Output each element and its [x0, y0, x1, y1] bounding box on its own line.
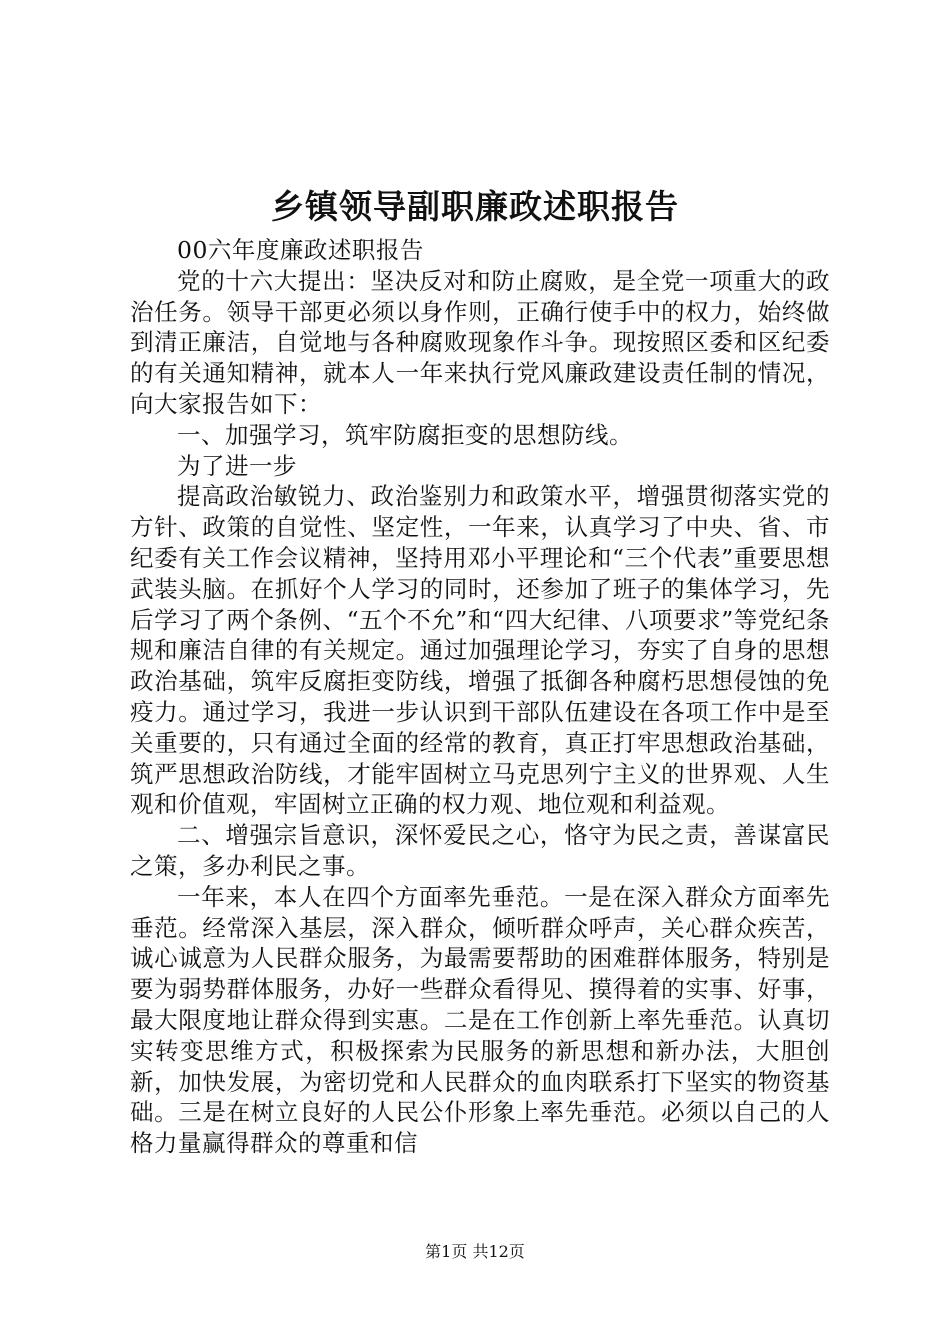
paragraph-exemplary: 一年来，本人在四个方面率先垂范。一是在深入群众方面率先垂范。经常深入基层，深入群众，倾听群众呼声，关心群众疾苦，诚心诚意为人民群众服务，为最需要帮助的困难群体服务，特别是要为弱势群体服务，办好一些群众看得见、摸得着的实事、好事，最大限度地让群众得到实惠。二是在工作创新上率先垂范。认真切实转变思维方式，积极探索为民服务的新思想和新办法，大胆创新，加快发展，为密切党和人民群众的血肉联系打下坚实的物资基础。三是在树立良好的人民公仆形象上率先垂范。必须以自己的人格力量赢得群众的尊重和信 [130, 882, 830, 1158]
paragraph-fragment: 为了进一步 [177, 451, 297, 480]
page-number-footer: 第1页 共12页 [425, 1242, 525, 1261]
section-heading-2: 二、增强宗旨意识，深怀爱民之心，恪守为民之责，善谋富民之策，多办利民之事。 [130, 821, 830, 880]
section-heading-1: 一、加强学习，筑牢防腐拒变的思想防线。 [177, 420, 633, 449]
document-title: 乡镇领导副职廉政述职报告 [271, 187, 679, 226]
document-body [130, 235, 830, 1159]
paragraph-intro: 党的十六大提出：坚决反对和防止腐败，是全党一项重大的政治任务。领导干部更必须以身作则，正确行使手中的权力，始终做到清正廉洁，自觉地与各种腐败现象作斗争。现按照区委和区纪委的有关通知精神，就本人一年来执行党风廉政建设责任制的情况，向大家报告如下： [130, 266, 830, 418]
paragraph-subtitle: 00六年度廉政述职报告 [177, 236, 424, 264]
paragraph-study: 提高政治敏锐力、政治鉴别力和政策水平，增强贯彻落实党的方针、政策的自觉性、坚定性，一年来，认真学习了中央、省、市纪委有关工作会议精神，坚持用邓小平理论和“三个代表”重要思想武装头脑。在抓好个人学习的同时，还参加了班子的集体学习，先后学习了两个条例、“五个不允”和“四大纪律、八项要求”等党纪条规和廉洁自律的有关规定。通过加强理论学习，夯实了自身的思想政治基础，筑牢反腐拒变防线，增强了抵御各种腐朽思想侵蚀的免疫力。通过学习，我进一步认识到干部队伍建设在各项工作中是至关重要的，只有通过全面的经常的教育，真正打牢思想政治基础，筑严思想政治防线，才能牢固树立马克思列宁主义的世界观、人生观和价值观，牢固树立正确的权力观、地位观和利益观。 [130, 482, 830, 819]
